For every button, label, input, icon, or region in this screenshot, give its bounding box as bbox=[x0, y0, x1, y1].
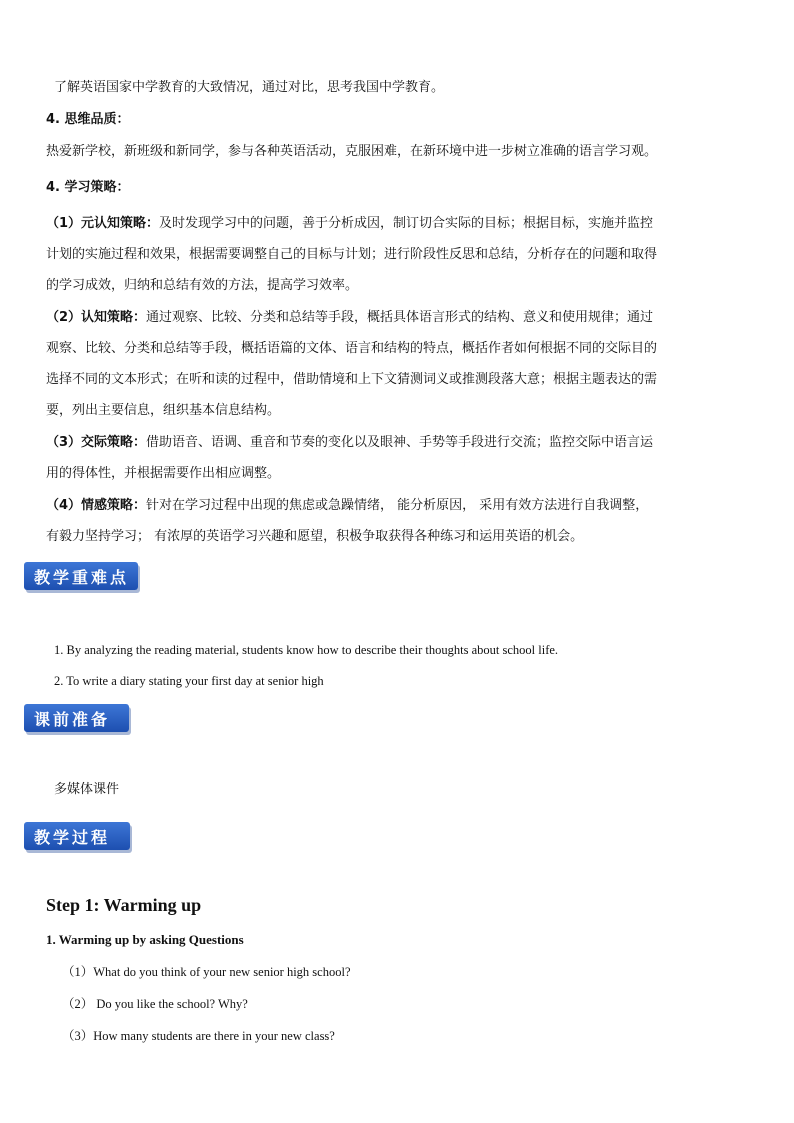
strategy-4-line-1 bbox=[46, 498, 648, 514]
strategy-label: （1）元认知策略： bbox=[46, 216, 160, 231]
strategy-text: 通过观察、比较、分类和总结等手段，概括具体语言形式的结构、意义和使用规律；通过 bbox=[146, 310, 654, 325]
strategy-label: （2）认知策略： bbox=[46, 310, 147, 325]
strategy-text: 及时发现学习中的问题，善于分析成因，制订切合实际的目标；根据目标，实施并监控 bbox=[159, 216, 654, 231]
question-3: （3）How many students are there in your new class? bbox=[62, 1029, 335, 1043]
strategy-heading: 4. 学习策略： bbox=[46, 180, 130, 195]
strategy-2-line-3: 选择不同的文本形式；在听和读的过程中，借助情境和上下文猜测词义或推测段落大意；根据主题表达的需 bbox=[46, 372, 658, 387]
culture-line: 了解英语国家中学教育的大致情况，通过对比，思考我国中学教育。 bbox=[54, 80, 445, 95]
key-point-item-1: 1. By analyzing the reading material, students know how to describe their thoughts about school life. bbox=[54, 643, 559, 657]
strategy-1-line-2: 计划的实施过程和效果，根据需要调整自己的目标与计划；进行阶段性反思和总结，分析存在的问题和取得 bbox=[46, 247, 658, 262]
strategy-2-line-4: 要，列出主要信息，组织基本信息结构。 bbox=[46, 403, 281, 418]
preparation-badge: 课前准备 bbox=[24, 704, 129, 732]
preparation-text: 多媒体课件 bbox=[54, 782, 120, 797]
step-sub-heading: 1. Warming up by asking Questions bbox=[46, 932, 244, 947]
strategy-3-line-2: 用的得体性，并根据需要作出相应调整。 bbox=[46, 466, 281, 481]
question-2: （2） Do you like the school? Why? bbox=[62, 997, 248, 1011]
step-title: Step 1: Warming up bbox=[46, 895, 202, 915]
strategy-text: 针对在学习过程中出现的焦虑或急躁情绪， 能分析原因， 采用有效方法进行自我调整， bbox=[146, 498, 649, 513]
key-points-badge: 教学重难点 bbox=[24, 562, 138, 590]
strategy-label: （4）情感策略： bbox=[46, 498, 147, 513]
process-badge: 教学过程 bbox=[24, 822, 130, 850]
question-1: （1）What do you think of your new senior high school? bbox=[62, 965, 351, 979]
strategy-label: （3）交际策略： bbox=[46, 435, 147, 450]
strategy-text: 借助语音、语调、重音和节奏的变化以及眼神、手势等手段进行交流；监控交际中语言运 bbox=[146, 435, 654, 450]
strategy-3-line-1 bbox=[46, 435, 653, 451]
strategy-2-line-1 bbox=[46, 310, 653, 326]
strategy-4-line-2: 有毅力坚持学习； 有浓厚的英语学习兴趣和愿望，积极争取获得各种练习和运用英语的机会。 bbox=[46, 529, 584, 544]
thinking-heading: 4. 思维品质： bbox=[46, 112, 130, 127]
strategy-2-line-2: 观察、比较、分类和总结等手段，概括语篇的文体、语言和结构的特点，概括作者如何根据不同的交际目的 bbox=[46, 341, 658, 356]
thinking-text: 热爱新学校，新班级和新同学，参与各种英语活动，克服困难，在新环境中进一步树立准确的语言学习观。 bbox=[46, 144, 658, 159]
strategy-1-line-1 bbox=[46, 216, 653, 232]
key-point-item-2: 2. To write a diary stating your first day at senior high bbox=[54, 674, 324, 688]
strategy-1-line-3: 的学习成效，归纳和总结有效的方法，提高学习效率。 bbox=[46, 278, 359, 293]
